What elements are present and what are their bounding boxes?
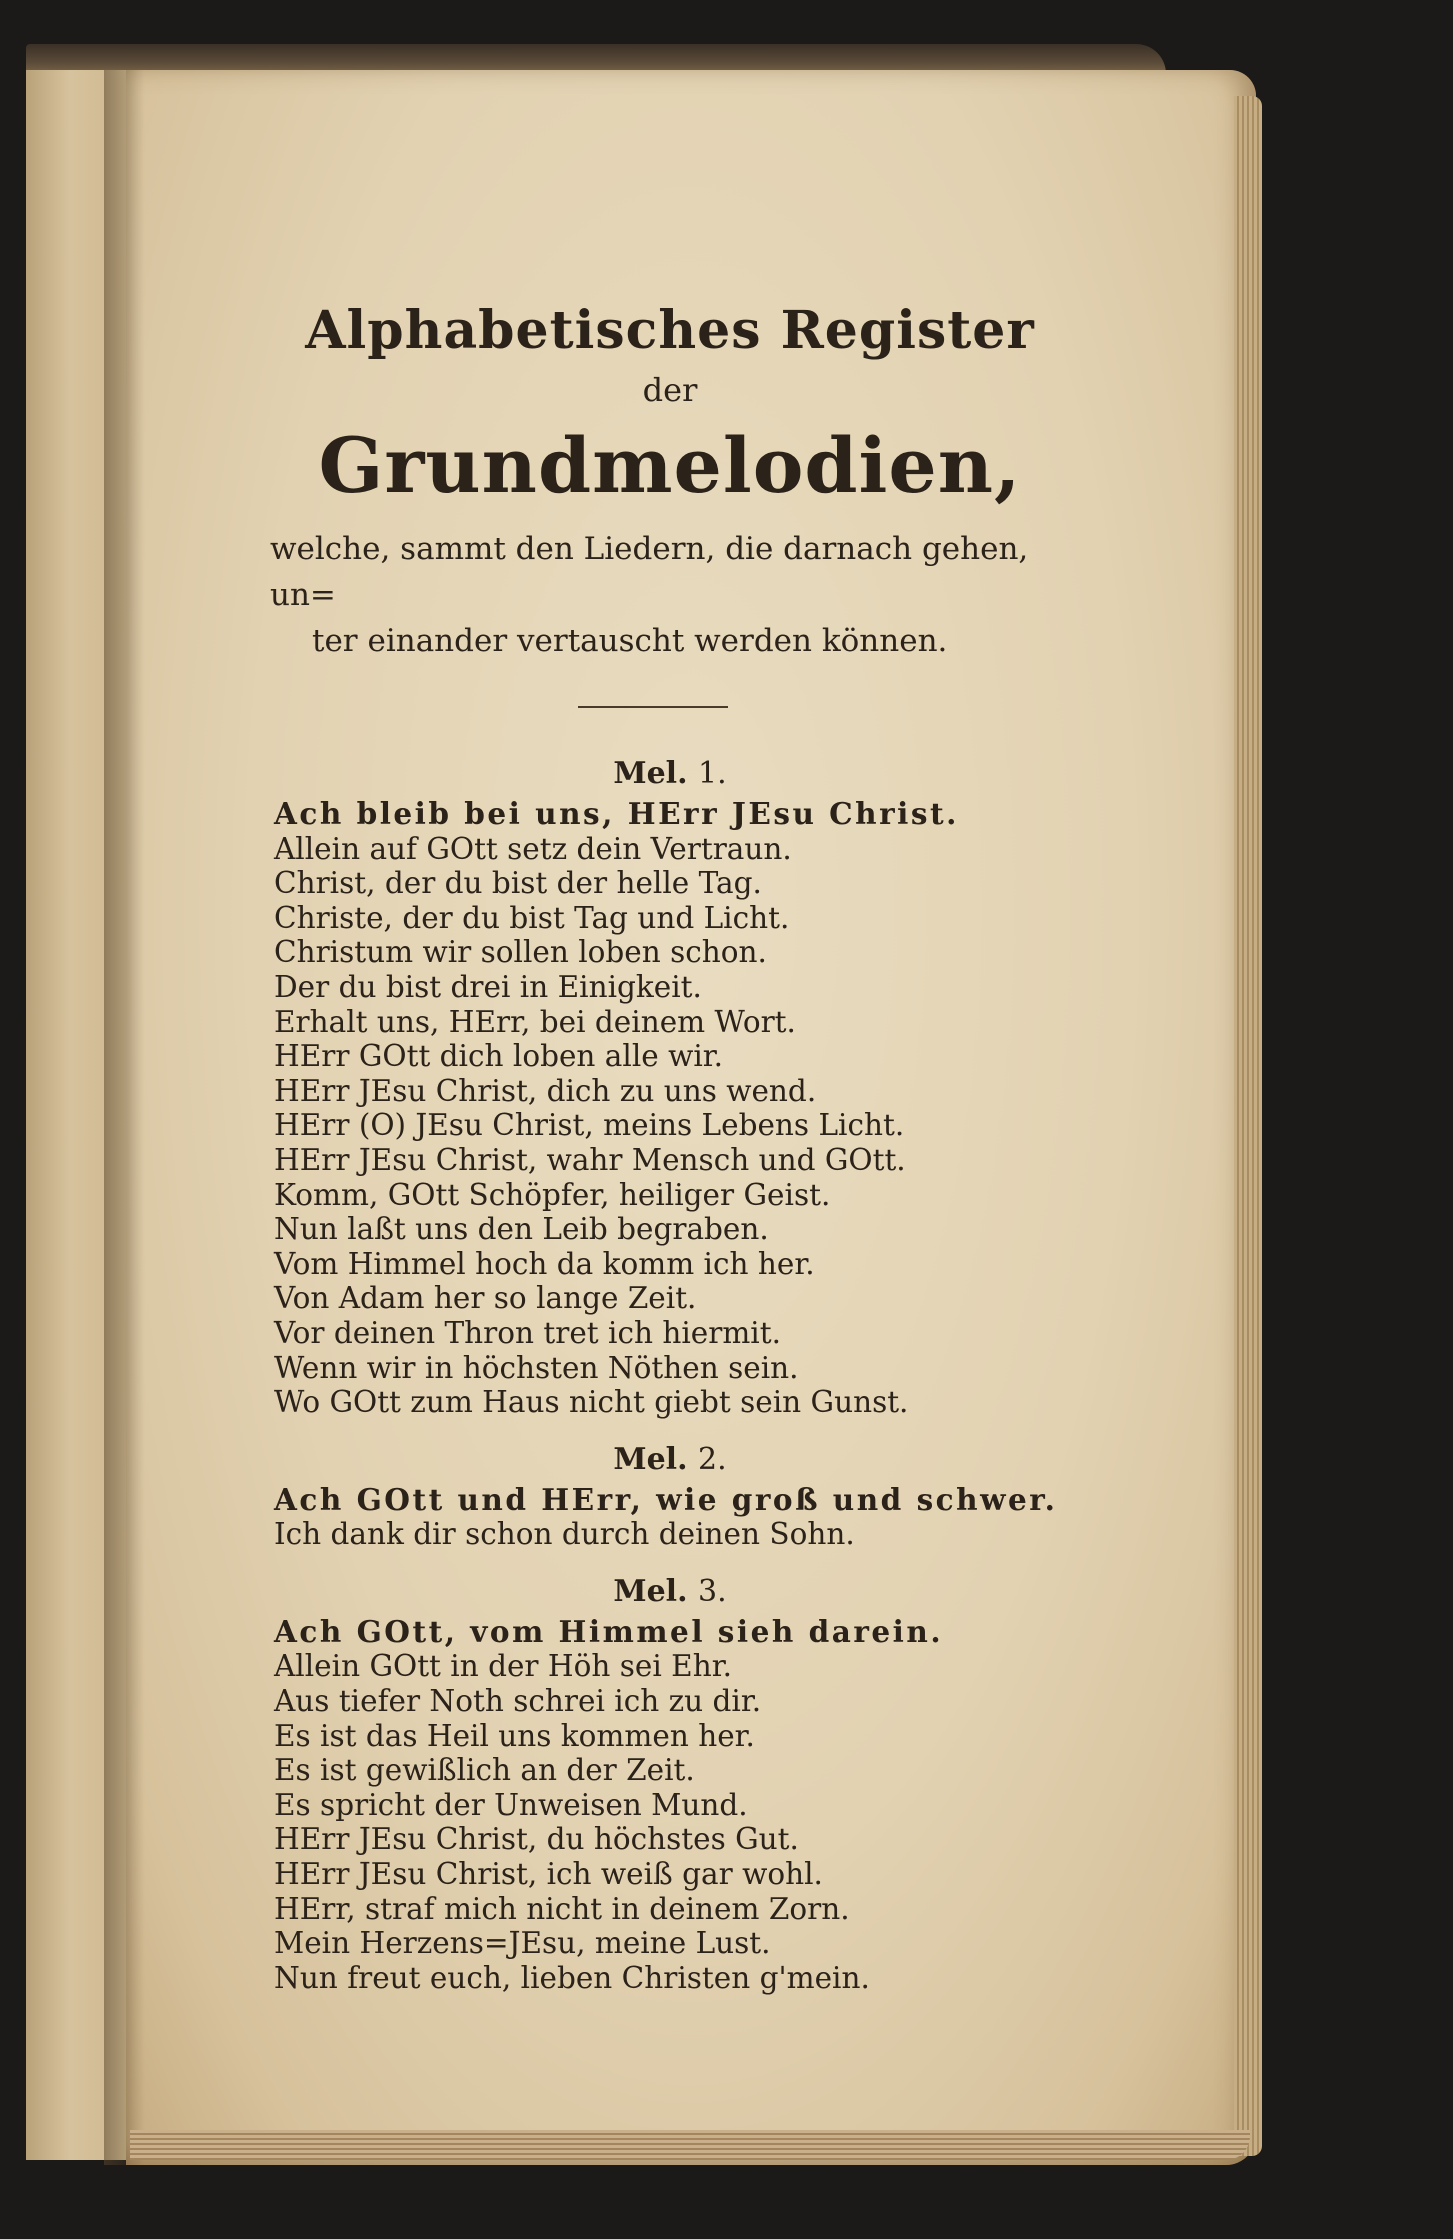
- page-fore-edge: [1234, 96, 1262, 2156]
- melody-label: Mel.: [613, 756, 688, 791]
- register-entry: Wenn wir in höchsten Nöthen sein.: [274, 1350, 799, 1385]
- melody-register: [200, 756, 1060, 1995]
- divider-rule: [578, 706, 728, 708]
- register-entry: Der du bist drei in Einigkeit.: [274, 969, 702, 1004]
- register-entry: Nun laßt uns den Leib begraben.: [274, 1212, 769, 1247]
- register-entry: Vor deinen Thron tret ich hiermit.: [274, 1315, 781, 1350]
- subtitle-line-2: ter einander vertauscht werden können.: [312, 623, 948, 659]
- register-entry: Erhalt uns, HErr, bei deinem Wort.: [274, 1004, 796, 1039]
- register-entry: HErr, straf mich nicht in deinem Zorn.: [274, 1891, 850, 1926]
- register-entry: Vom Himmel hoch da komm ich her.: [274, 1246, 815, 1281]
- register-entry: Es spricht der Unweisen Mund.: [274, 1787, 748, 1822]
- register-entry: Ach bleib bei uns, HErr JEsu Christ.: [274, 796, 959, 831]
- register-entry: Ach GOtt und HErr, wie groß und schwer.: [274, 1481, 1058, 1517]
- register-entry: HErr (O) JEsu Christ, meins Lebens Licht.: [274, 1108, 905, 1143]
- register-entry: Nun freut euch, lieben Christen g'mein.: [274, 1960, 870, 1995]
- register-entry: Komm, GOtt Schöpfer, heiliger Geist.: [274, 1177, 831, 1212]
- register-entry: Allein GOtt in der Höh sei Ehr.: [274, 1649, 732, 1684]
- register-entry: HErr GOtt dich loben alle wir.: [274, 1039, 724, 1074]
- page-gutter-shadow: [104, 70, 144, 2165]
- melody-heading: [280, 1442, 1060, 1477]
- subtitle: [270, 526, 1060, 664]
- subtitle-line-1: welche, sammt den Liedern, die darnach gehen, un=: [270, 531, 1029, 613]
- register-entry: HErr JEsu Christ, ich weiß gar wohl.: [274, 1857, 823, 1892]
- register-entry: Christe, der du bist Tag und Licht.: [274, 900, 790, 935]
- melody-heading: [280, 1574, 1060, 1609]
- register-entry: Wo GOtt zum Haus nicht giebt sein Gunst.: [274, 1385, 909, 1420]
- melody-heading: [280, 756, 1060, 791]
- melody-label: Mel.: [613, 1441, 688, 1477]
- register-entry: Christ, der du bist der helle Tag.: [274, 866, 762, 901]
- register-entry: Es ist gewißlich an der Zeit.: [274, 1753, 695, 1788]
- melody-label: Mel.: [613, 1573, 688, 1609]
- melody-number: 3.: [697, 1573, 727, 1609]
- page-bottom-edge: [130, 2130, 1250, 2160]
- register-entry: Ich dank dir schon durch deinen Sohn.: [274, 1517, 855, 1552]
- melody-number: 2.: [697, 1441, 727, 1477]
- register-entry: Mein Herzens=JEsu, meine Lust.: [274, 1926, 771, 1961]
- register-entry: Aus tiefer Noth schrei ich zu dir.: [274, 1684, 762, 1719]
- register-entry: Allein auf GOtt setz dein Vertraun.: [274, 831, 792, 866]
- register-entry: Es ist das Heil uns kommen her.: [274, 1718, 755, 1753]
- register-entry: Ach GOtt, vom Himmel sieh darein.: [274, 1613, 944, 1649]
- register-entry: HErr JEsu Christ, du höchstes Gut.: [274, 1822, 799, 1857]
- register-entry: Von Adam her so lange Zeit.: [274, 1281, 697, 1316]
- page-text: [200, 300, 1060, 1995]
- register-entry: HErr JEsu Christ, dich zu uns wend.: [274, 1073, 817, 1108]
- title-der: der: [642, 371, 698, 409]
- register-entry: HErr JEsu Christ, wahr Mensch und GOtt.: [274, 1142, 906, 1177]
- page-title: Alphabetisches Register: [305, 300, 1035, 361]
- register-entry: Christum wir sollen loben schon.: [274, 935, 767, 970]
- melody-number: 1.: [697, 756, 727, 791]
- main-title: Grundmelodien,: [318, 421, 1022, 510]
